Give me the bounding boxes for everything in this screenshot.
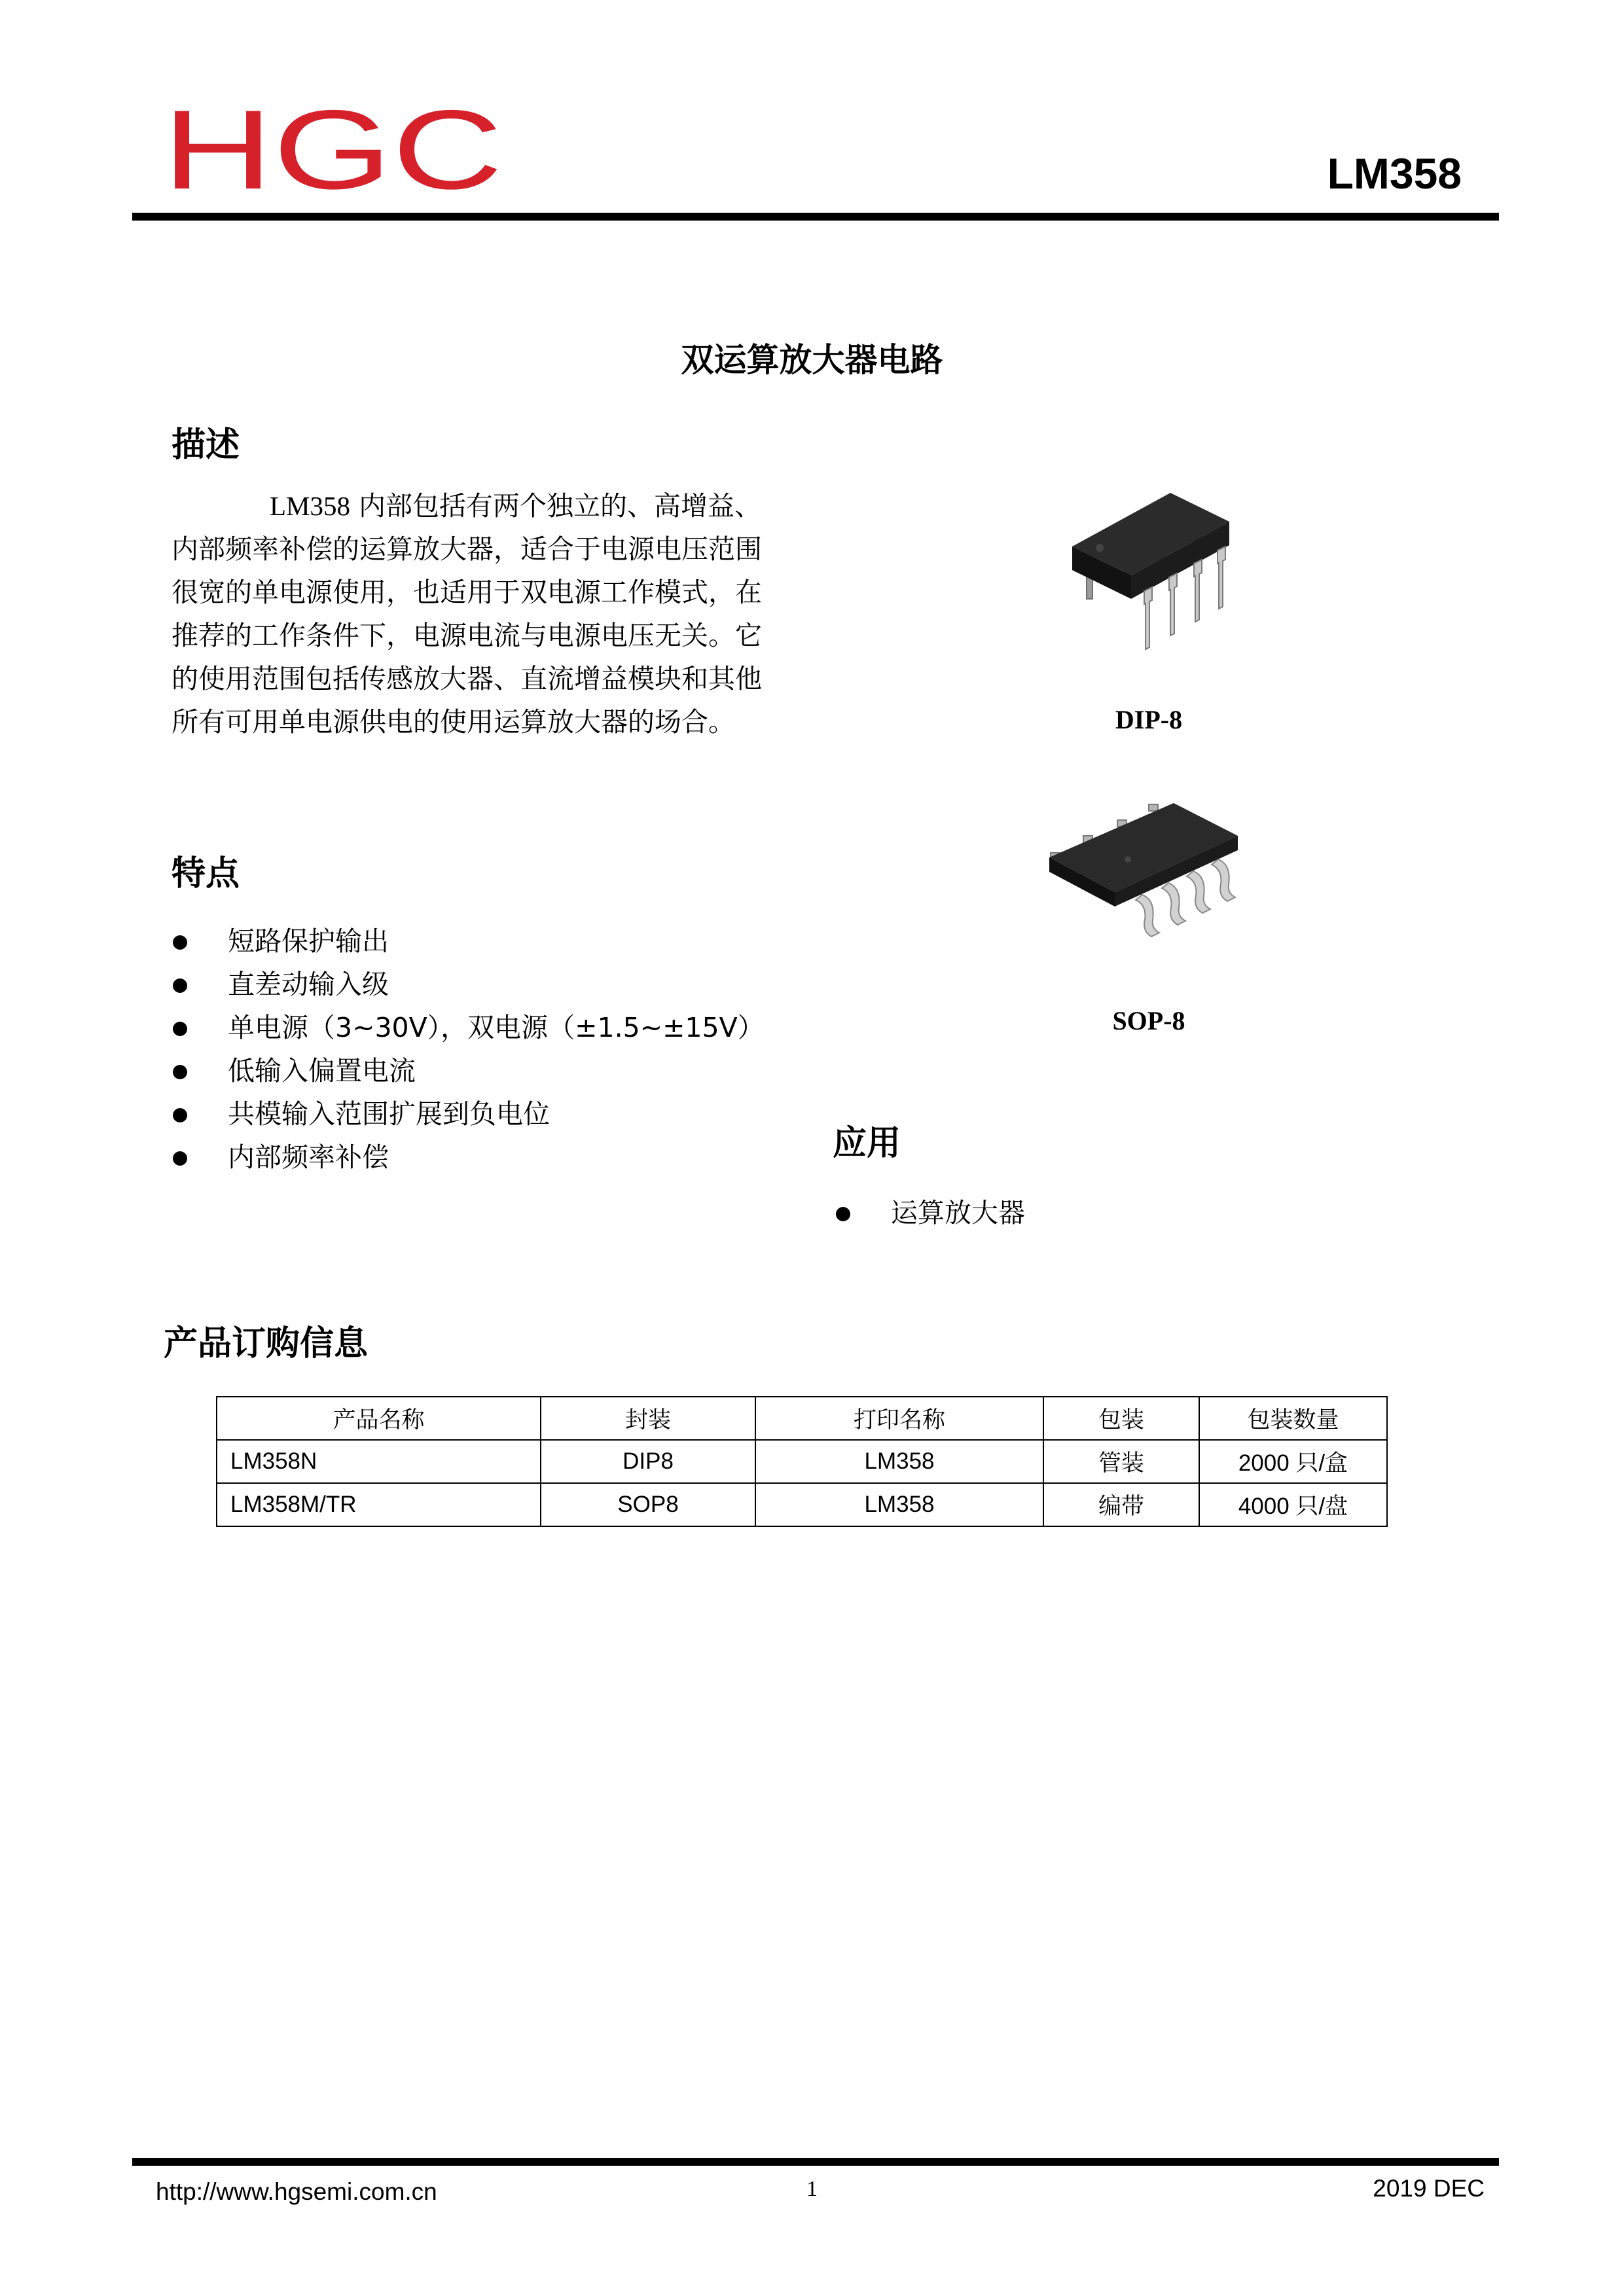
footer-rule	[132, 2158, 1499, 2166]
features-heading: 特点	[171, 854, 240, 893]
column-header: 产品名称	[217, 1397, 541, 1440]
sop8-package-icon	[1044, 795, 1254, 949]
table-cell: 管装	[1043, 1440, 1199, 1483]
bullet-icon	[173, 1065, 187, 1079]
page-number: 1	[806, 2177, 818, 2201]
dip8-package-icon	[1060, 488, 1244, 661]
list-item: 单电源（3~30V），双电源（±1.5~±15V）	[171, 1006, 765, 1049]
table-cell: LM358	[755, 1483, 1043, 1526]
column-header: 封装	[541, 1397, 755, 1440]
list-item: 直差动输入级	[171, 963, 765, 1006]
table-row	[217, 1440, 1387, 1483]
ordering-heading: 产品订购信息	[164, 1324, 369, 1363]
table-cell: 4000 只/盘	[1199, 1483, 1387, 1526]
bullet-icon	[173, 1022, 187, 1036]
table-cell: LM358N	[217, 1440, 541, 1483]
applications-list	[835, 1191, 1025, 1234]
column-header: 包装数量	[1199, 1397, 1387, 1440]
logo-text: HGC	[162, 98, 503, 196]
list-item: 运算放大器	[835, 1191, 1025, 1234]
list-item: 共模输入范围扩展到负电位	[171, 1092, 765, 1136]
part-number: LM358	[1327, 149, 1462, 198]
dip8-caption: DIP-8	[1115, 705, 1183, 734]
features-list	[171, 920, 765, 1179]
bullet-icon	[173, 1108, 187, 1122]
bullet-icon	[173, 978, 187, 993]
page-title: 双运算放大器电路	[681, 341, 943, 379]
description-heading: 描述	[171, 425, 240, 465]
column-header: 包装	[1043, 1397, 1199, 1440]
description-part-ref: LM358	[270, 491, 350, 521]
footer-date: 2019 DEC	[1373, 2175, 1485, 2202]
table-cell: 编带	[1043, 1483, 1199, 1526]
table-cell: DIP8	[541, 1440, 755, 1483]
header-rule	[132, 213, 1499, 221]
hgc-logo	[162, 98, 503, 196]
list-item: 低输入偏置电流	[171, 1049, 765, 1092]
table-header-row	[217, 1397, 1387, 1440]
table-cell: LM358M/TR	[217, 1483, 541, 1526]
description-text: 内部包括有两个独立的、高增益、内部频率补偿的运算放大器，适合于电源电压范围很宽的单电源使用，也适用于双电源工作模式，在推荐的工作条件下，电源电流与电源电压无关。它的使用范围包括传感放大器、直流增益模块和其他所有可用单电源供电的使用运算放大器的场合。	[171, 490, 762, 738]
bullet-icon	[173, 1151, 187, 1166]
sop8-caption: SOP-8	[1112, 1006, 1185, 1035]
bullet-icon	[836, 1207, 850, 1221]
bullet-icon	[173, 935, 187, 950]
footer-url[interactable]: http://www.hgsemi.com.cn	[156, 2178, 437, 2205]
list-item: 短路保护输出	[171, 920, 765, 963]
ordering-table	[216, 1396, 1388, 1527]
list-item: 内部频率补偿	[171, 1136, 765, 1179]
description-paragraph	[171, 484, 787, 744]
table-cell: LM358	[755, 1440, 1043, 1483]
column-header: 打印名称	[755, 1397, 1043, 1440]
table-row	[217, 1483, 1387, 1526]
table-cell: 2000 只/盒	[1199, 1440, 1387, 1483]
applications-heading: 应用	[833, 1124, 901, 1163]
table-cell: SOP8	[541, 1483, 755, 1526]
